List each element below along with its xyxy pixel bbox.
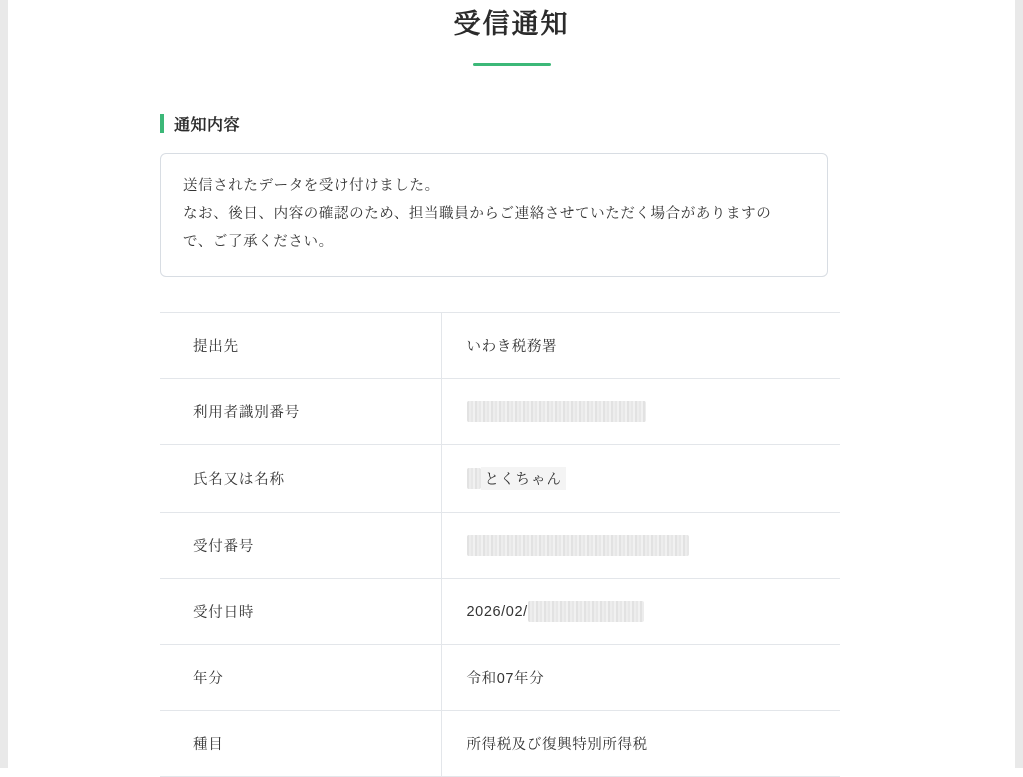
submission-office-value: いわき税務署 <box>466 339 558 355</box>
page-title: 受信通知 <box>453 9 570 39</box>
tax-year-value: 令和07年分 <box>466 671 545 687</box>
table-row <box>160 513 840 579</box>
row-label-name: 氏名又は名称 <box>160 445 441 513</box>
table-row <box>160 445 840 513</box>
row-value-tax-year <box>441 645 840 711</box>
table-row <box>160 379 840 445</box>
row-label-receipt-number: 受付番号 <box>160 513 441 579</box>
section-title: 通知内容 <box>174 117 241 134</box>
table-row <box>160 313 840 379</box>
notice-line-1: 送信されたデータを受け付けました。 <box>183 178 440 194</box>
notice-box <box>160 153 828 277</box>
notice-line-2: なお、後日、内容の確認のため、担当職員からご連絡させていただく場合がありますの <box>183 206 772 222</box>
section-header <box>160 112 1015 135</box>
notice-line-3: で、ご了承ください。 <box>183 234 334 250</box>
row-value-submission-office <box>441 313 840 379</box>
row-label-tax-year: 年分 <box>160 645 441 711</box>
row-value-receipt-number <box>441 513 840 579</box>
row-value-receipt-datetime <box>441 579 840 645</box>
table-row <box>160 579 840 645</box>
right-gutter <box>1015 0 1023 768</box>
row-value-user-id <box>441 379 840 445</box>
redacted-block-icon <box>467 468 481 489</box>
redacted-block-icon <box>467 535 689 556</box>
row-value-tax-type <box>441 711 840 777</box>
details-table <box>160 312 840 777</box>
tax-type-value: 所得税及び復興特別所得税 <box>466 737 648 753</box>
row-value-name <box>441 445 840 513</box>
title-underline <box>473 63 551 66</box>
name-value-wrap <box>467 467 841 490</box>
name-value: とくちゃん <box>481 467 567 490</box>
row-label-tax-type: 種目 <box>160 711 441 777</box>
left-gutter <box>0 0 8 768</box>
section-accent-bar <box>160 114 164 133</box>
datetime-value-wrap <box>467 601 841 622</box>
row-label-user-id: 利用者識別番号 <box>160 379 441 445</box>
table-row <box>160 645 840 711</box>
row-label-submission-office: 提出先 <box>160 313 441 379</box>
receipt-datetime-value: 2026/02/ <box>466 603 528 620</box>
redacted-block-icon <box>467 401 646 422</box>
redacted-block-icon <box>528 601 644 622</box>
table-row <box>160 711 840 777</box>
page-content <box>8 0 1015 768</box>
row-label-receipt-datetime: 受付日時 <box>160 579 441 645</box>
